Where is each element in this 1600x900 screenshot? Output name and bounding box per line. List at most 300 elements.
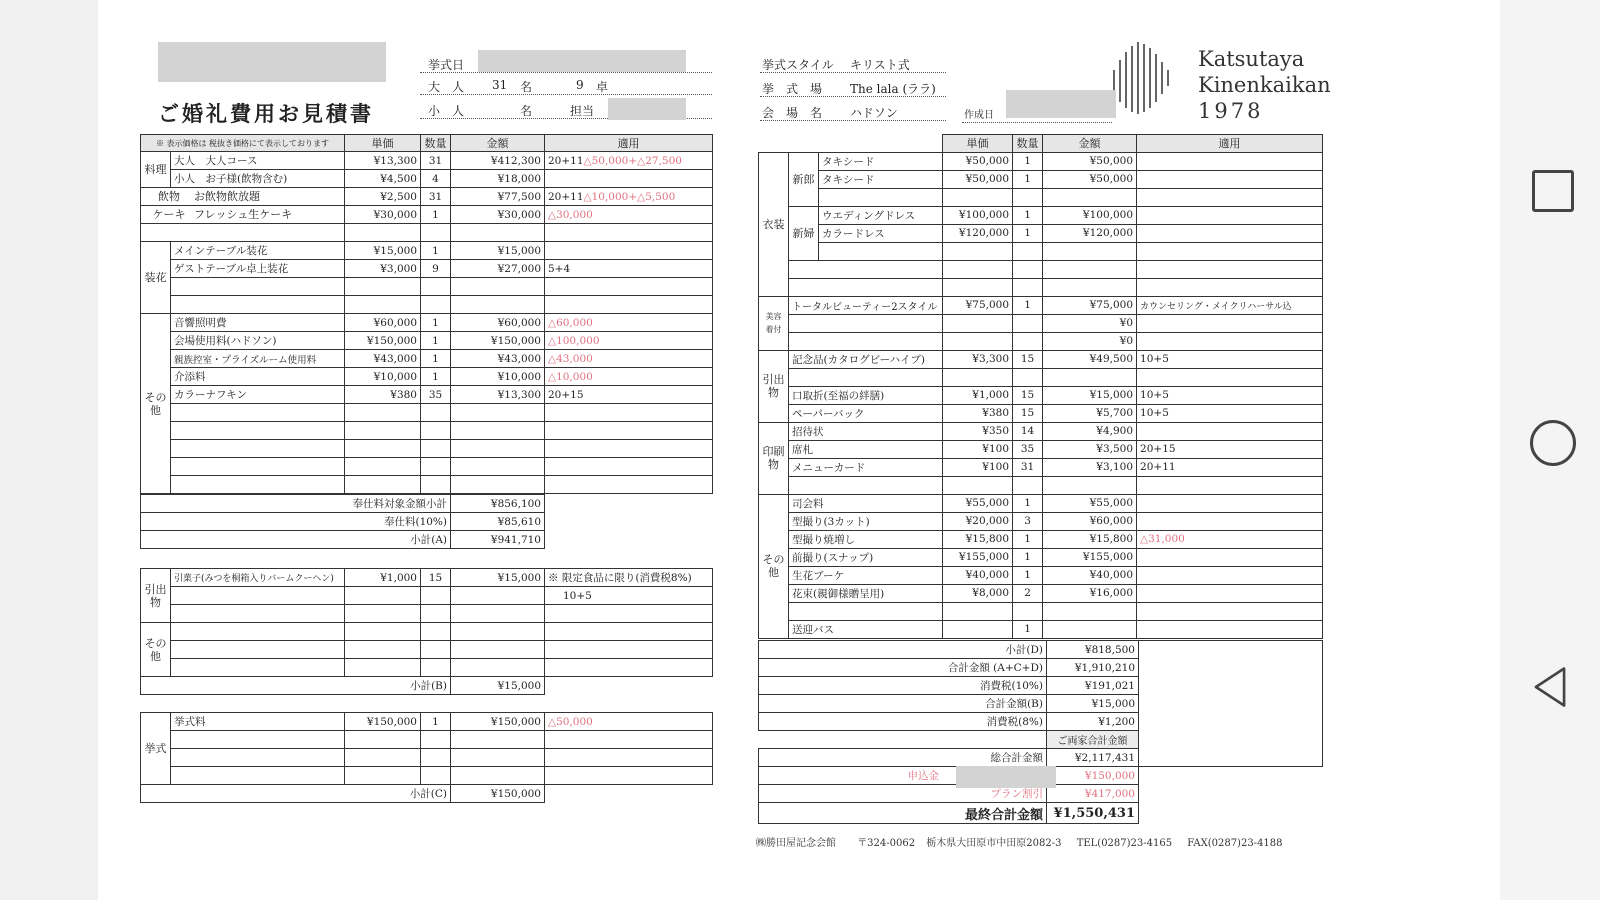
note: ※ 限定食品に限り(消費税8%) xyxy=(545,569,713,587)
item-name: ペーパーバック xyxy=(789,404,943,422)
col-qty: 数量 xyxy=(1013,135,1043,153)
service-label: 奉仕料(10%) xyxy=(141,513,451,531)
table-row xyxy=(759,548,1323,566)
table-row xyxy=(759,296,1323,314)
note: 20+15 xyxy=(1137,440,1323,458)
home-icon[interactable] xyxy=(1530,420,1576,466)
price: ¥75,000 xyxy=(943,296,1013,314)
category-other: その他 xyxy=(759,494,789,638)
footer-company: ㈱勝田屋記念会館 xyxy=(756,838,836,849)
tax10-label: 消費税(10%) xyxy=(759,677,1047,695)
amount: ¥3,500 xyxy=(1043,440,1137,458)
grand-label: 総合計金額 xyxy=(759,749,1047,767)
table-row xyxy=(759,566,1323,584)
table-row xyxy=(141,206,713,224)
amount: ¥60,000 xyxy=(1043,512,1137,530)
price: ¥40,000 xyxy=(943,566,1013,584)
subtotal-a-label: 小計(A) xyxy=(141,531,451,549)
kinenkaikan-logo-icon xyxy=(1108,42,1184,114)
category-other: その他 xyxy=(141,623,171,677)
qty: 1 xyxy=(421,350,451,368)
amount: ¥15,000 xyxy=(1043,386,1137,404)
deposit-label: 申込金 xyxy=(759,767,1047,785)
col-amount: 金額 xyxy=(451,135,545,152)
venue-line xyxy=(760,78,946,97)
redacted-ceremony-date xyxy=(478,50,686,72)
table-row xyxy=(141,404,713,422)
style-value: キリスト式 xyxy=(850,58,910,72)
table-row xyxy=(759,206,1323,224)
table-row xyxy=(141,767,713,785)
note: 20+11△50,000+△27,500 xyxy=(545,152,713,170)
staff-label: 担当 xyxy=(570,104,595,118)
amount: ¥13,300 xyxy=(451,386,545,404)
amount: ¥18,000 xyxy=(451,170,545,188)
col-qty: 数量 xyxy=(421,135,451,152)
amount: ¥15,000 xyxy=(451,569,545,587)
item-name: メインテーブル装花 xyxy=(171,242,345,260)
unit-people-children: 名 xyxy=(520,104,533,118)
venue-value: The lala (ララ) xyxy=(850,82,936,96)
qty: 1 xyxy=(1013,206,1043,224)
qty: 3 xyxy=(1013,512,1043,530)
amount: ¥0 xyxy=(1043,314,1137,332)
hall-line xyxy=(760,102,946,121)
ceremony-date-label: 挙式日 xyxy=(428,58,465,72)
table-row xyxy=(759,440,1323,458)
item-name: メニューカード xyxy=(789,458,943,476)
grand-value: ¥2,117,431 xyxy=(1047,749,1139,767)
tax10-value: ¥191,021 xyxy=(1047,677,1139,695)
plan-discount-label: プラン割引 xyxy=(759,785,1047,803)
price: ¥43,000 xyxy=(345,350,421,368)
unit-people: 名 xyxy=(520,80,533,94)
item-name: 生花ブーケ xyxy=(789,566,943,584)
qty: 2 xyxy=(1013,584,1043,602)
brand-line2: Kinenkaikan xyxy=(1198,73,1331,97)
price: ¥15,800 xyxy=(943,530,1013,548)
service-base-value: ¥856,100 xyxy=(451,495,545,513)
price: ¥50,000 xyxy=(943,152,1013,170)
subtotal-c xyxy=(140,784,545,803)
note: △60,000 xyxy=(545,314,713,332)
qty: 1 xyxy=(1013,566,1043,584)
table-row xyxy=(759,530,1323,548)
item-name: 口取折(至福の絆膳) xyxy=(789,386,943,404)
price: ¥100 xyxy=(943,440,1013,458)
note: 10+5 xyxy=(545,587,713,605)
qty: 35 xyxy=(1013,440,1043,458)
table-row xyxy=(759,368,1323,386)
qty: 1 xyxy=(1013,224,1043,242)
item-name: 引菓子(みつを桐箱入りバームクーヘン) xyxy=(171,569,345,587)
table-row xyxy=(141,296,713,314)
price: ¥3,000 xyxy=(345,260,421,278)
qty: 4 xyxy=(421,170,451,188)
back-icon[interactable] xyxy=(1528,665,1572,709)
right-totals xyxy=(758,640,1323,824)
table-row xyxy=(141,623,713,641)
price xyxy=(943,620,1013,638)
table-row xyxy=(141,476,713,494)
subtotal-c-value: ¥150,000 xyxy=(451,785,545,803)
item-name: 会場使用料(ハドソン) xyxy=(171,332,345,350)
item-name: カラードレス xyxy=(819,224,943,242)
final-label: 最終合計金額 xyxy=(759,803,1047,824)
adults-line xyxy=(420,76,712,95)
children-label: 小 人 xyxy=(428,104,465,118)
qty: 1 xyxy=(421,314,451,332)
price: ¥380 xyxy=(345,386,421,404)
table-row xyxy=(759,404,1323,422)
price: ¥15,000 xyxy=(345,242,421,260)
table-row xyxy=(759,224,1323,242)
table-row xyxy=(141,440,713,458)
amount: ¥30,000 xyxy=(451,206,545,224)
col-price: 単価 xyxy=(345,135,421,152)
table-row xyxy=(141,749,713,767)
subtotal-b xyxy=(140,676,545,695)
redacted-created-date xyxy=(1006,90,1116,118)
footer-fax: FAX(0287)23-4188 xyxy=(1187,838,1283,849)
note: △31,000 xyxy=(1137,530,1323,548)
subtotal-b-value: ¥15,000 xyxy=(451,677,545,695)
table-row xyxy=(141,188,713,206)
table-row xyxy=(141,422,713,440)
item-name: タキシード xyxy=(819,170,943,188)
table-row xyxy=(141,260,713,278)
redacted-name-box xyxy=(158,42,386,82)
table-row xyxy=(759,458,1323,476)
amount: ¥60,000 xyxy=(451,314,545,332)
table-row xyxy=(759,602,1323,620)
amount: ¥55,000 xyxy=(1043,494,1137,512)
price: ¥2,500 xyxy=(345,188,421,206)
note: 5+4 xyxy=(545,260,713,278)
col-price: 単価 xyxy=(943,135,1013,153)
total-acd-value: ¥1,910,210 xyxy=(1047,659,1139,677)
item-name: 介添料 xyxy=(171,368,345,386)
bride-label: 新婦 xyxy=(789,206,819,260)
item-name: トータルビューティー2スタイル xyxy=(789,296,943,314)
item-name: カラーナフキン xyxy=(171,386,345,404)
footer-address: 栃木県大田原市中田原2082-3 xyxy=(926,838,1062,849)
table-header-row xyxy=(759,135,1323,153)
note: カウンセリング・メイクリハーサル込 xyxy=(1137,296,1323,314)
qty: 1 xyxy=(421,713,451,731)
note: △43,000 xyxy=(545,350,713,368)
qty: 1 xyxy=(1013,530,1043,548)
created-label: 作成日 xyxy=(964,110,994,121)
total-acd-label: 合計金額 (A+C+D) xyxy=(759,659,1047,677)
item-name: 大人 大人コース xyxy=(171,152,345,170)
category-gift: 引出物 xyxy=(759,350,789,422)
gift-table xyxy=(140,568,713,677)
amount: ¥0 xyxy=(1043,332,1137,350)
category-print: 印刷物 xyxy=(759,422,789,494)
table-row xyxy=(759,278,1323,296)
left-subtotals xyxy=(140,494,545,549)
item-name: 花束(親御様贈呈用) xyxy=(789,584,943,602)
qty: 1 xyxy=(421,206,451,224)
item-name: 席札 xyxy=(789,440,943,458)
qty: 1 xyxy=(1013,296,1043,314)
amount: ¥120,000 xyxy=(1043,224,1137,242)
subtotal-b-label: 小計(B) xyxy=(141,677,451,695)
price: ¥20,000 xyxy=(943,512,1013,530)
company-footer xyxy=(756,834,1283,849)
amount: ¥10,000 xyxy=(451,368,545,386)
qty: 1 xyxy=(1013,494,1043,512)
price: ¥150,000 xyxy=(345,332,421,350)
style-line xyxy=(760,54,946,73)
table-row xyxy=(141,713,713,731)
tax-note: ※ 表示価格は 税抜き価格にて表示しております xyxy=(141,135,345,152)
item-name: 音響照明費 xyxy=(171,314,345,332)
category-beauty: 美容着付 xyxy=(759,296,789,350)
price: ¥350 xyxy=(943,422,1013,440)
note: 20+11 xyxy=(1137,458,1323,476)
table-row xyxy=(141,242,713,260)
subtotal-a-value: ¥941,710 xyxy=(451,531,545,549)
price: ¥380 xyxy=(943,404,1013,422)
category-other: その他 xyxy=(141,314,171,494)
final-value: ¥1,550,431 xyxy=(1047,803,1139,824)
qty: 15 xyxy=(421,569,451,587)
price: ¥30,000 xyxy=(345,206,421,224)
total-b-label: 合計金額(B) xyxy=(759,695,1047,713)
price: ¥55,000 xyxy=(943,494,1013,512)
cake-row-label: ケーキ フレッシュ生ケーキ xyxy=(141,206,345,224)
amount: ¥150,000 xyxy=(451,332,545,350)
adults-label: 大 人 xyxy=(428,80,465,94)
price: ¥150,000 xyxy=(345,713,421,731)
footer-tel: TEL(0287)23-4165 xyxy=(1076,838,1173,849)
table-row xyxy=(759,494,1323,512)
document-title: ご婚礼費用お見積書 xyxy=(158,101,374,126)
amount: ¥27,000 xyxy=(451,260,545,278)
amount: ¥4,900 xyxy=(1043,422,1137,440)
table-row xyxy=(759,422,1323,440)
amount: ¥100,000 xyxy=(1043,206,1137,224)
note: △30,000 xyxy=(545,206,713,224)
note: 20+11△10,000+△5,500 xyxy=(545,188,713,206)
item-name: タキシード xyxy=(819,152,943,170)
qty: 1 xyxy=(1013,548,1043,566)
qty: 1 xyxy=(421,368,451,386)
table-row xyxy=(759,350,1323,368)
qty: 31 xyxy=(421,188,451,206)
table-row xyxy=(759,188,1323,206)
table-row xyxy=(141,386,713,404)
note: △50,000 xyxy=(545,713,713,731)
category-gift: 引出物 xyxy=(141,569,171,623)
price: ¥120,000 xyxy=(943,224,1013,242)
table-row xyxy=(759,512,1323,530)
qty: 31 xyxy=(1013,458,1043,476)
table-row xyxy=(759,476,1323,494)
qty: 15 xyxy=(1013,404,1043,422)
table-row xyxy=(759,242,1323,260)
amount: ¥50,000 xyxy=(1043,152,1137,170)
footer-zip: 〒324-0062 xyxy=(857,838,916,849)
item-name: 型撮り焼増し xyxy=(789,530,943,548)
table-row xyxy=(759,584,1323,602)
table-row xyxy=(141,731,713,749)
amount: ¥155,000 xyxy=(1043,548,1137,566)
amount: ¥16,000 xyxy=(1043,584,1137,602)
note xyxy=(545,242,713,260)
family-total-label: ご両家合計金額 xyxy=(1047,731,1139,749)
amount: ¥5,700 xyxy=(1043,404,1137,422)
table-row xyxy=(141,278,713,296)
tax8-label: 消費税(8%) xyxy=(759,713,1047,731)
service-value: ¥85,610 xyxy=(451,513,545,531)
amount: ¥15,800 xyxy=(1043,530,1137,548)
tax8-value: ¥1,200 xyxy=(1047,713,1139,731)
item-name: ウエディングドレス xyxy=(819,206,943,224)
item-name: 親族控室・プライズルーム使用料 xyxy=(171,350,345,368)
hall-label: 会 場 名 xyxy=(762,106,823,120)
price: ¥155,000 xyxy=(943,548,1013,566)
price: ¥4,500 xyxy=(345,170,421,188)
ceremony-table xyxy=(140,712,713,785)
table-row xyxy=(141,170,713,188)
amount: ¥3,100 xyxy=(1043,458,1137,476)
price: ¥50,000 xyxy=(943,170,1013,188)
total-b-value: ¥15,000 xyxy=(1047,695,1139,713)
unit-tables: 卓 xyxy=(596,80,609,94)
plan-discount-value: ¥417,000 xyxy=(1047,785,1139,803)
table-row xyxy=(759,332,1323,350)
hall-value: ハドソン xyxy=(850,106,898,120)
venue-label: 挙 式 場 xyxy=(762,82,823,96)
category-food: 料理 xyxy=(141,152,171,188)
col-amount: 金額 xyxy=(1043,135,1137,153)
amount: ¥412,300 xyxy=(451,152,545,170)
category-costume: 衣装 xyxy=(759,152,789,296)
category-ceremony: 挙式 xyxy=(141,713,171,785)
item-name: 型撮り(3カット) xyxy=(789,512,943,530)
qty: 14 xyxy=(1013,422,1043,440)
brand-line1: Katsutaya xyxy=(1198,47,1305,71)
price: ¥1,000 xyxy=(943,386,1013,404)
qty: 15 xyxy=(1013,386,1043,404)
note: 10+5 xyxy=(1137,350,1323,368)
redacted-staff xyxy=(608,98,686,120)
subtotal-d-value: ¥818,500 xyxy=(1047,641,1139,659)
note xyxy=(545,170,713,188)
table-row xyxy=(759,620,1323,638)
amount: ¥50,000 xyxy=(1043,170,1137,188)
amount: ¥75,000 xyxy=(1043,296,1137,314)
deposit-value: ¥150,000 xyxy=(1047,767,1139,785)
item-name: 挙式料 xyxy=(171,713,345,731)
right-estimate-table xyxy=(758,134,1323,639)
tables-count: 9 xyxy=(576,78,584,92)
col-note: 適用 xyxy=(1137,135,1323,153)
table-row xyxy=(759,152,1323,170)
style-label: 挙式スタイル xyxy=(762,58,834,72)
price: ¥100,000 xyxy=(943,206,1013,224)
qty: 1 xyxy=(421,332,451,350)
item-name: 司会料 xyxy=(789,494,943,512)
price: ¥8,000 xyxy=(943,584,1013,602)
amount: ¥77,500 xyxy=(451,188,545,206)
table-row xyxy=(141,458,713,476)
price: ¥13,300 xyxy=(345,152,421,170)
amount xyxy=(1043,620,1137,638)
table-row xyxy=(141,350,713,368)
item-name: ゲストテーブル卓上装花 xyxy=(171,260,345,278)
table-row xyxy=(759,260,1323,278)
navigation-bar xyxy=(1500,0,1600,900)
amount: ¥40,000 xyxy=(1043,566,1137,584)
price: ¥3,300 xyxy=(943,350,1013,368)
qty: 31 xyxy=(421,152,451,170)
table-row xyxy=(141,569,713,587)
price: ¥60,000 xyxy=(345,314,421,332)
item-name: 小人 お子様(飲物含む) xyxy=(171,170,345,188)
col-note: 適用 xyxy=(545,135,713,152)
note: △100,000 xyxy=(545,332,713,350)
item-name: 前撮り(スナップ) xyxy=(789,548,943,566)
adults-count: 31 xyxy=(492,78,508,92)
table-row xyxy=(141,314,713,332)
qty: 9 xyxy=(421,260,451,278)
brand-line3: 1978 xyxy=(1198,99,1264,123)
price: ¥100 xyxy=(943,458,1013,476)
price: ¥1,000 xyxy=(345,569,421,587)
recent-apps-icon[interactable] xyxy=(1532,170,1574,212)
table-row xyxy=(141,368,713,386)
amount: ¥150,000 xyxy=(451,713,545,731)
table-row xyxy=(141,152,713,170)
subtotal-d-label: 小計(D) xyxy=(759,641,1047,659)
qty: 1 xyxy=(421,242,451,260)
table-row xyxy=(759,314,1323,332)
category-flower: 装花 xyxy=(141,242,171,314)
note: △10,000 xyxy=(545,368,713,386)
redacted-deposit-name xyxy=(956,766,1056,788)
table-header-row xyxy=(141,135,713,152)
note: 20+15 xyxy=(545,386,713,404)
amount: ¥15,000 xyxy=(451,242,545,260)
left-estimate-table xyxy=(140,134,713,494)
table-row xyxy=(141,659,713,677)
service-base-label: 奉仕料対象金額小計 xyxy=(141,495,451,513)
table-row xyxy=(141,332,713,350)
subtotal-c-label: 小計(C) xyxy=(141,785,451,803)
price: ¥10,000 xyxy=(345,368,421,386)
table-row xyxy=(759,170,1323,188)
table-row xyxy=(141,605,713,623)
table-row xyxy=(759,386,1323,404)
note: 10+5 xyxy=(1137,386,1323,404)
qty: 1 xyxy=(1013,620,1043,638)
amount: ¥43,000 xyxy=(451,350,545,368)
note: 10+5 xyxy=(1137,404,1323,422)
groom-label: 新郎 xyxy=(789,152,819,206)
table-row xyxy=(141,641,713,659)
qty: 1 xyxy=(1013,170,1043,188)
table-row xyxy=(141,224,713,242)
item-name: 送迎バス xyxy=(789,620,943,638)
item-name: 記念品(カタログビーハイブ) xyxy=(789,350,943,368)
qty: 1 xyxy=(1013,152,1043,170)
table-row xyxy=(141,587,713,605)
item-name: 招待状 xyxy=(789,422,943,440)
